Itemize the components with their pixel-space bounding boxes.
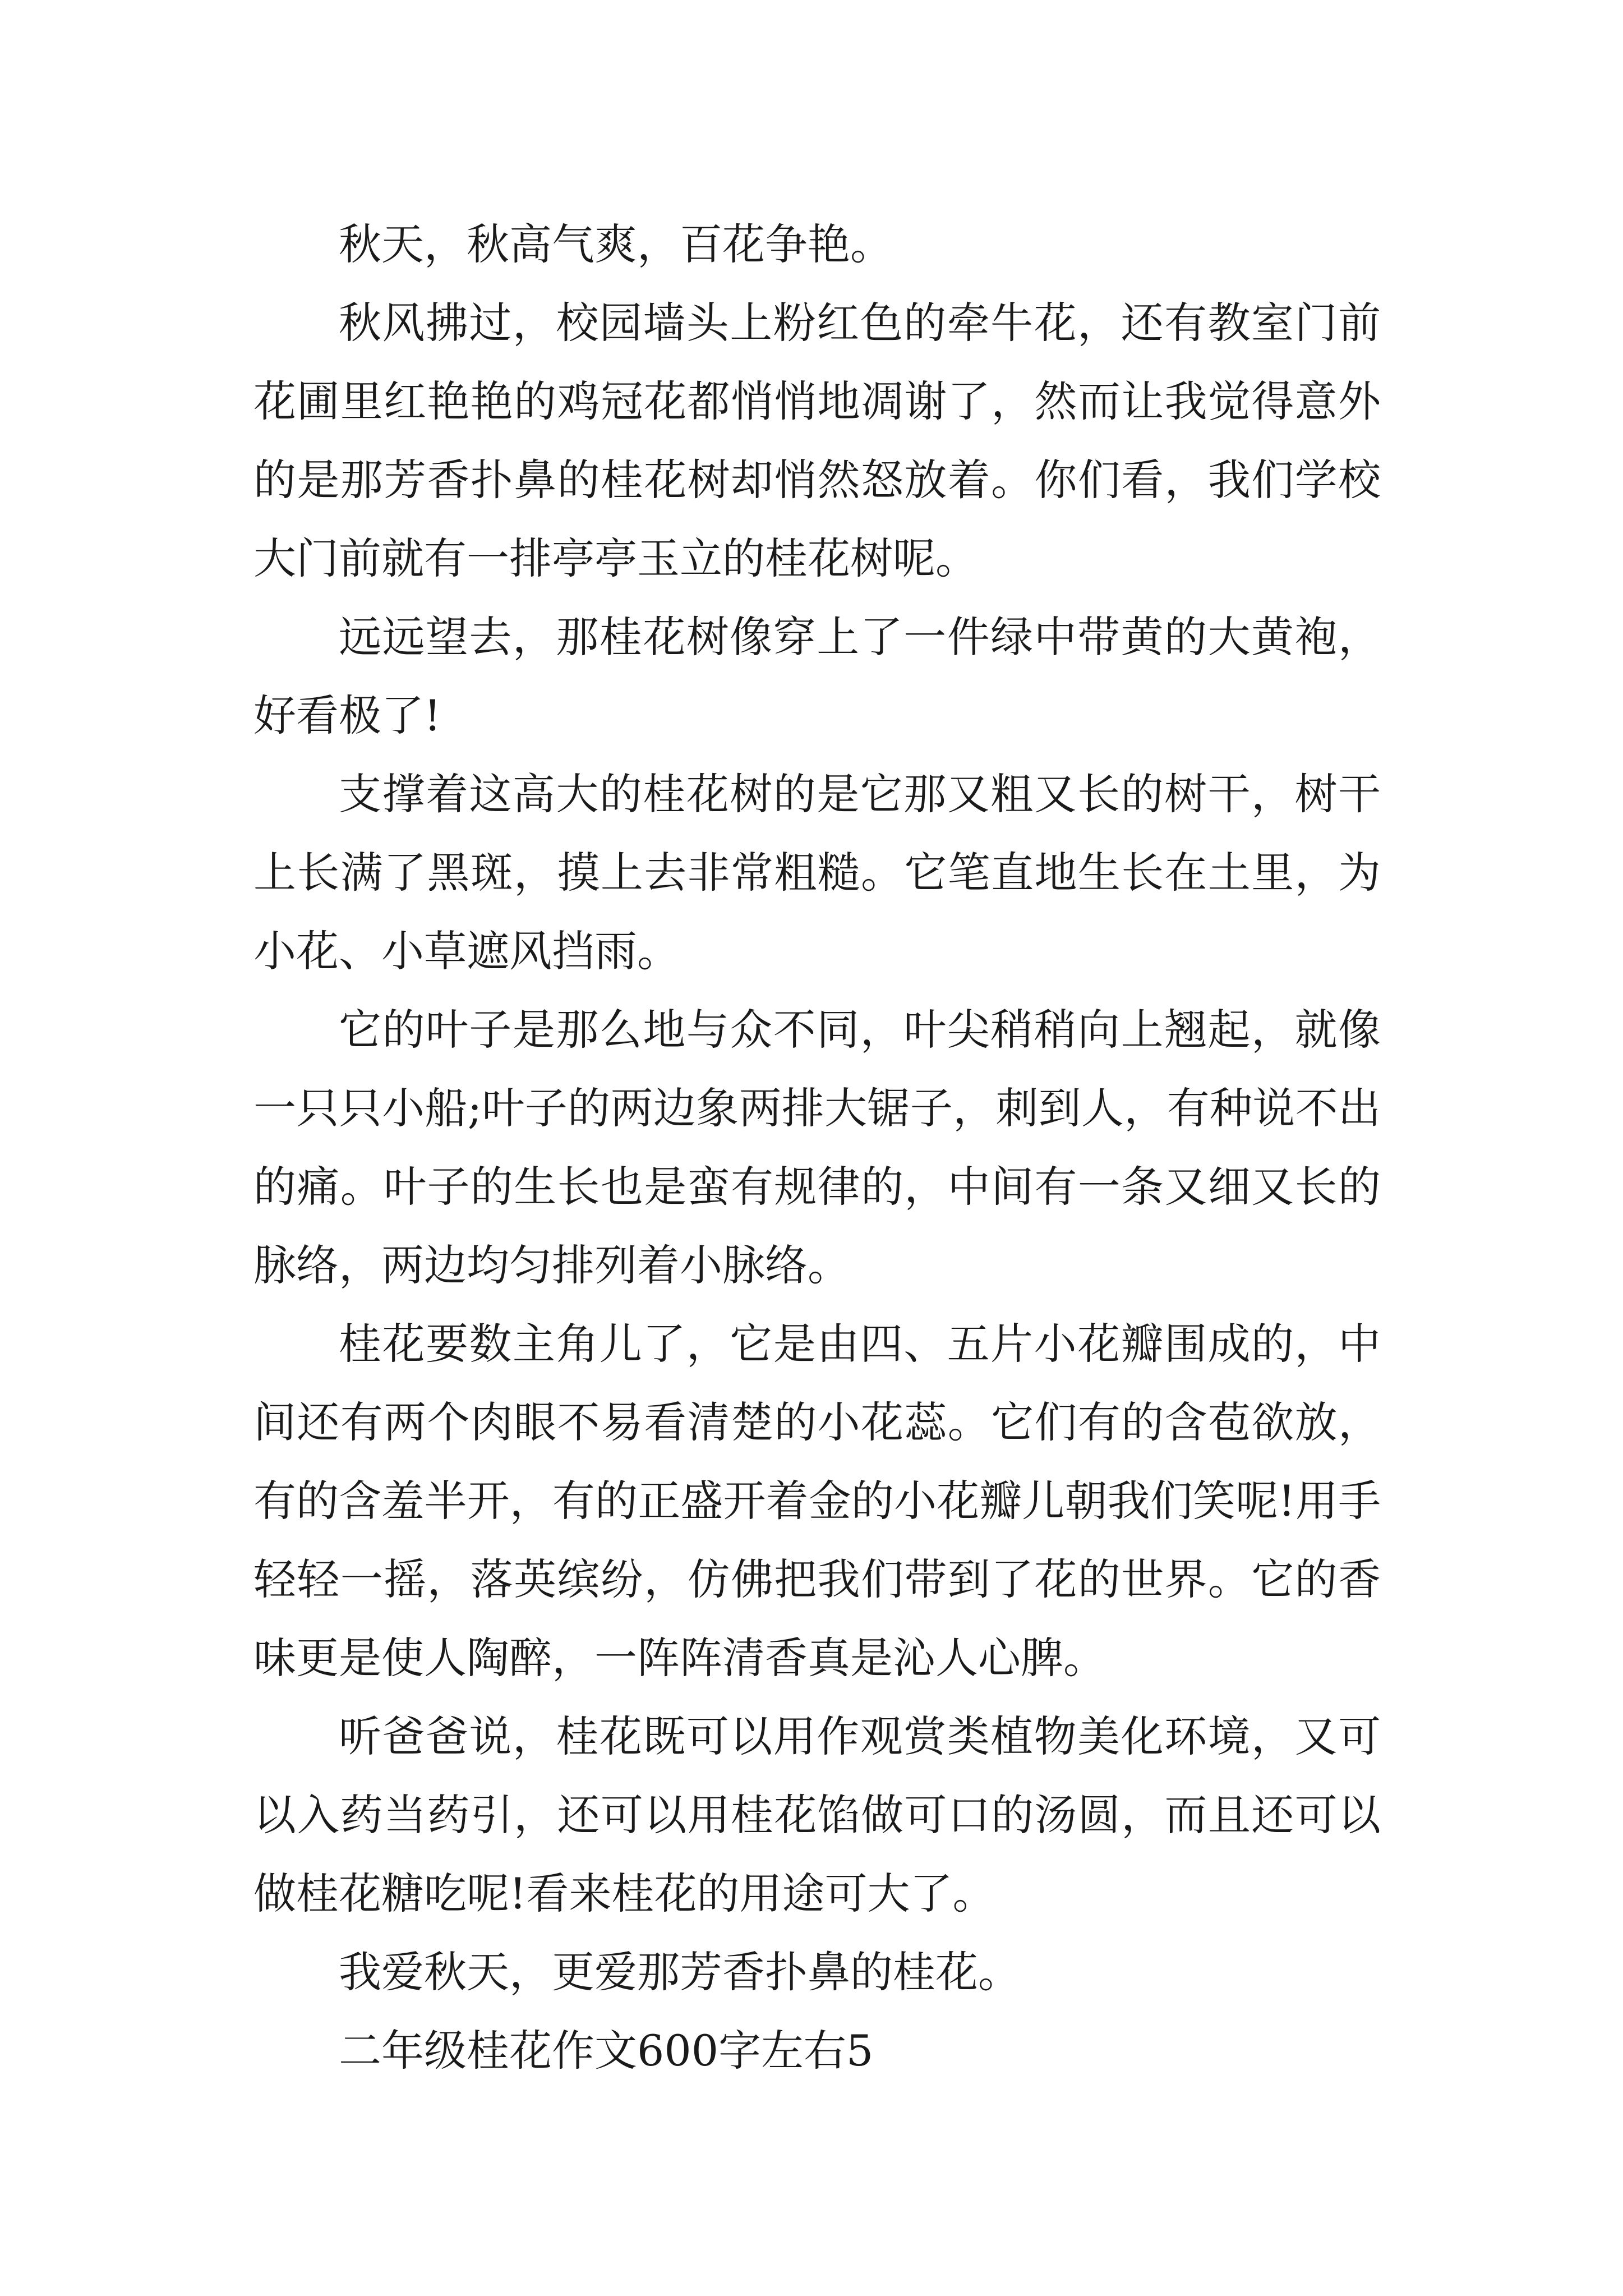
paragraph-6: 桂花要数主角儿了，它是由四、五片小花瓣围成的，中间还有两个肉眼不易看清楚的小花蕊。它们有的含苞欲放，有的含羞半开，有的正盛开着金的小花瓣儿朝我们笑呢!用手轻轻一摇，落英缤纷，仿佛把我们带到了花的世界。它的香味更是使人陶醉，一阵阵清香真是沁人心脾。 <box>253 1319 1381 1683</box>
paragraph-4: 支撑着这高大的桂花树的是它那又粗又长的树干，树干上长满了黑斑，摸上去非常粗糙。它笔直地生长在土里，为小花、小草遮风挡雨。 <box>253 769 1381 976</box>
paragraph-5: 它的叶子是那么地与众不同，叶尖稍稍向上翘起，就像一只只小船;叶子的两边象两排大锯子，刺到人，有种说不出的痛。叶子的生长也是蛮有规律的，中间有一条又细又长的脉络，两边均匀排列着小脉络。 <box>253 1005 1381 1290</box>
paragraph-7: 听爸爸说，桂花既可以用作观赏类植物美化环境，又可以入药当药引，还可以用桂花馅做可口的汤圆，而且还可以做桂花糖吃呢!看来桂花的用途可大了。 <box>253 1711 1381 1918</box>
paragraph-3: 远远望去，那桂花树像穿上了一件绿中带黄的大黄袍，好看极了! <box>253 612 1381 740</box>
paragraph-1: 秋天，秋高气爽，百花争艳。 <box>339 219 893 269</box>
paragraph-8: 我爱秋天，更爱那芳香扑鼻的桂花。 <box>339 1947 1021 1997</box>
paragraph-2: 秋风拂过，校园墙头上粉红色的牵牛花，还有教室门前花圃里红艳艳的鸡冠花都悄悄地凋谢了，然而让我觉得意外的是那芳香扑鼻的桂花树却悄然怒放着。你们看，我们学校大门前就有一排亭亭玉立的桂花树呢。 <box>253 298 1381 583</box>
next-essay-heading: 二年级桂花作文600字左右5 <box>339 2026 874 2076</box>
document-body <box>253 205 1381 2090</box>
